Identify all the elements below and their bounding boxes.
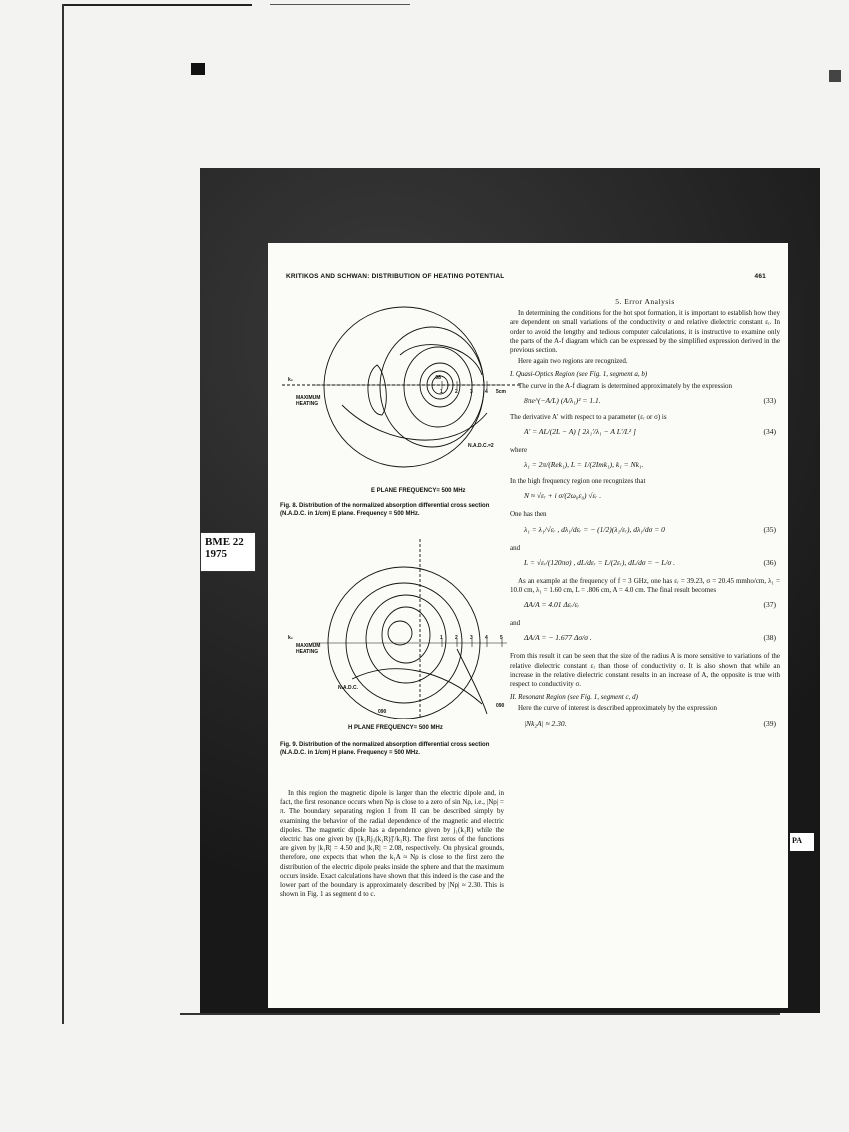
edge-tab xyxy=(790,833,814,851)
scan-edge-line xyxy=(180,1013,780,1015)
paragraph: and xyxy=(510,543,521,552)
paragraph: Here again two regions are recognized. xyxy=(518,357,628,366)
tick-label: 2 xyxy=(455,635,458,641)
paragraph: One has then xyxy=(510,510,547,519)
scan-mark xyxy=(191,63,205,75)
equation-refractive-index: N ≈ √εᵣ + i σ/(2ω₀ε₀) √εᵣ . xyxy=(524,491,602,501)
tick-label: 4 xyxy=(485,389,488,395)
equation-39: |Nk₂A| ≈ 2.30. (39) xyxy=(524,718,776,728)
subsection-heading: I. Quasi-Optics Region (see Fig. 1, segment a, b) xyxy=(510,370,648,379)
equation-33: 8πe^(−A/L) (A/λ₁)² = 1.1. (33) xyxy=(524,395,776,405)
journal-volume-tab xyxy=(200,532,256,572)
tick-label: 2 xyxy=(455,389,458,395)
scan-edge-line xyxy=(270,4,410,5)
figure-8 xyxy=(282,295,522,485)
tick-label: 3 xyxy=(470,389,473,395)
figure-9-caption: Fig. 9. Distribution of the normalized absorption differential cross section (N.A.D.C. in 1/cm) H plane. Frequency = 500 MHz. xyxy=(280,742,490,756)
paragraph: In determining the conditions for the hot spot formation, it is important to establish how they are dependent on small variations of the conductivity σ and relative dielectric constant εᵣ. In order to avoid the lengthy and tedious computer calculations, it is instructive to examine only the parts of the A-f diagram which can be expressed by the simplified expression derived in the previous section. xyxy=(510,309,780,355)
paragraph: The curve in the A-f diagram is determined approximately by the expression xyxy=(518,381,733,390)
scan-mark xyxy=(829,70,841,82)
tick-label: 1 xyxy=(440,389,443,395)
journal-page xyxy=(268,243,788,1008)
paragraph: The derivative A′ with respect to a parameter (εᵣ or σ) is xyxy=(510,412,667,421)
tick-label: 1 xyxy=(440,635,443,641)
paragraph: and xyxy=(510,619,521,628)
equation-36: L = √εᵣ/(120πσ) , dL/dεᵣ = L/(2εᵣ), dL/dσ = − L/σ . (36) xyxy=(524,557,776,567)
header-title: KRITIKOS AND SCHWAN: DISTRIBUTION OF HEATING POTENTIAL xyxy=(286,273,505,280)
edge-tab-label: PA xyxy=(792,836,803,845)
scan-edge-line xyxy=(62,4,252,6)
section-heading: 5. Error Analysis xyxy=(615,297,675,306)
contour-label: 090 xyxy=(378,709,387,715)
maximum-heating-label: MAXIMUM HEATING xyxy=(296,643,321,655)
subsection-heading: II. Resonant Region (see Fig. 1, segment c, d) xyxy=(510,693,638,702)
equation-definitions: λ₁ = 2π/(Rek₁), L = 1/(2Imk₁), k₁ = Nk₁. xyxy=(524,460,644,470)
paragraph: where xyxy=(510,446,528,455)
paragraph: Here the curve of interest is described approximately by the expression xyxy=(518,704,718,713)
scan-edge-line xyxy=(62,4,64,1024)
equation-38: ΔA/A = − 1.677 Δσ/σ . (38) xyxy=(524,633,776,643)
right-column xyxy=(510,297,780,734)
figure-9-plane-label: H PLANE FREQUENCY= 500 MHz xyxy=(348,725,443,731)
tick-label: 3 xyxy=(470,635,473,641)
equation-35: λ₁ = λ₁/√εᵣ , dλ₁/dεᵣ = − (1/2)(λ₁/εᵣ), dλ₁/dσ = 0 (35) xyxy=(524,524,776,534)
page-number: 461 xyxy=(754,273,766,280)
tick-label: 5cm xyxy=(496,389,507,395)
paragraph: In this region the magnetic dipole is larger than the electric dipole and, in fact, the first resonance occurs when Nρ is close to a zero of sin Nρ, i.e., |Nρ| = π. The boundary separating region I from II can be described simply by examining the behavior of the radial dependence of the magnetic and electric dipoles. The magnetic dipole has a dependence given by j₁(k₁R) while the electric has one given by ([k₁Rj₁(k₁R)]′/k₁R). The first zeros of the functions are given by |k₁R| = 4.50 and |k₁R| = 2.08, respectively. On physical grounds, therefore, one expects that when the k₁A ≈ Nρ is close to the first zero the distribution of the electric dipole peaks inside the sphere and that the maximum occurs inside. Exact calculations have shown that this indeed is the case and the lower part of the boundary is approximately described by |Nρ| ≈ 2.30. This is shown in Fig. 1 as segment d to c. xyxy=(280,789,504,899)
equation-34: A′ = AL/(2L − A) [ 2λ₁′/λ₁ − A L′/L² ] (34) xyxy=(524,427,776,437)
paragraph: In the high frequency region one recognizes that xyxy=(510,477,646,486)
nadc-label: N.A.D.C. xyxy=(338,685,358,691)
equation-37: ΔA/A = 4.01 Δεᵣ/εᵣ (37) xyxy=(524,600,776,610)
maximum-heating-label: MAXIMUM HEATING xyxy=(296,395,321,407)
left-column-text xyxy=(280,789,504,901)
tick-label: 5 xyxy=(500,635,503,641)
figure-9-plot xyxy=(282,539,522,719)
running-header xyxy=(286,273,766,280)
paragraph: From this result it can be seen that the size of the radius A is more sensitive to variations of the relative dielectric constant εᵣ than those of conductivity σ. It is also shown that while an increase in the relative dielectric constant results in an increase of A, the opposite is true with respect to conductivity σ. xyxy=(510,652,780,689)
contour-label: .08 xyxy=(434,375,441,381)
contour-label: 090 xyxy=(496,703,505,709)
wave-vector-label: k₂ xyxy=(288,635,294,641)
figure-8-plane-label: E PLANE FREQUENCY= 500 MHz xyxy=(371,488,466,494)
tick-label: 4 xyxy=(485,635,488,641)
volume-label: BME 22 1975 xyxy=(205,536,244,560)
figure-9 xyxy=(282,539,522,719)
figure-8-caption: Fig. 8. Distribution of the normalized absorption differential cross section (N.A.D.C. in 1/cm) E plane. Frequency = 500 MHz. xyxy=(280,503,490,517)
paragraph: As an example at the frequency of f = 3 GHz, one has εᵣ = 39.23, σ = 20.45 mmho/cm, λ₁ = 10.0 cm, λ₁ = 1.60 cm, L = .806 cm, A = 4.0 cm. The final result becomes xyxy=(510,576,780,595)
wave-vector-label: k₂ xyxy=(288,377,294,383)
nadc-label: N.A.D.C.=2 xyxy=(468,443,494,449)
